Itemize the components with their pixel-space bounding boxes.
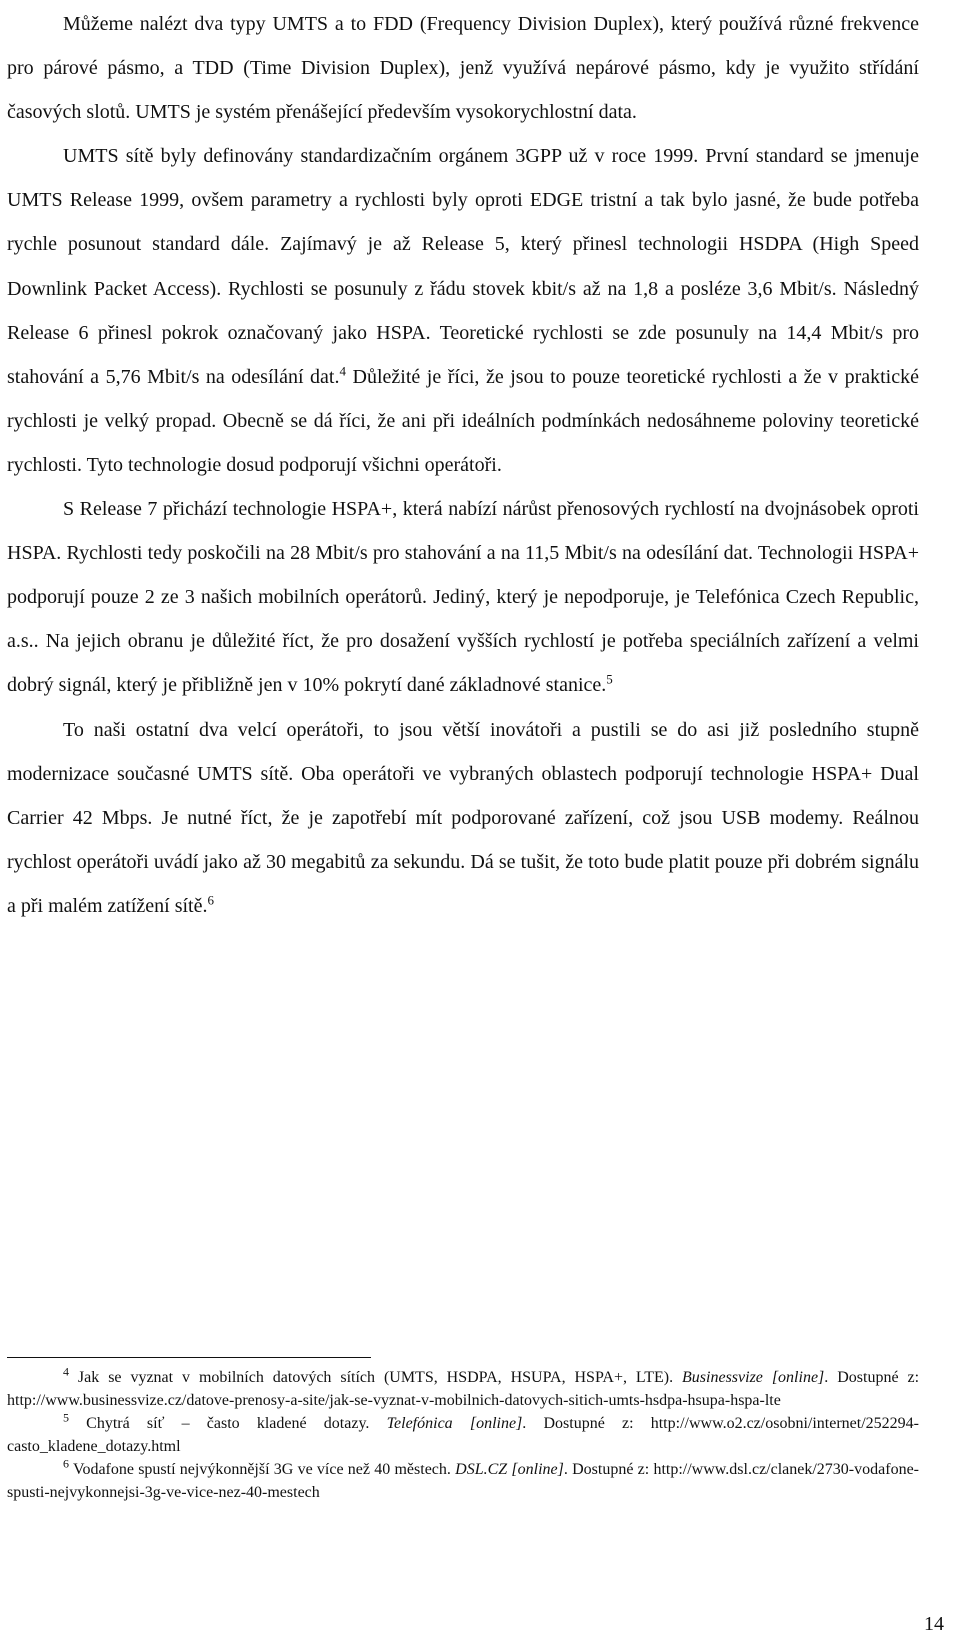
source-title: DSL.CZ [online] [455,1461,564,1478]
text-run: . Dostupné z: http://www.businessvize.cz/datove-prenosy-a-site/jak-se-vyznat-v-mobilnich-datovych-sitich-umts-hsdpa-hsupa-hspa-lte [7,1369,920,1409]
text-run: Vodafone spustí nejvýkonnější 3G ve více než 40 městech. [69,1461,456,1478]
source-title: Telefónica [online] [386,1415,523,1432]
text-run: UMTS sítě byly definovány standardizačním orgánem 3GPP už v roce 1999. První standard se jmenuje UMTS Release 1999, ovšem parametry a rychlosti byly oproti EDGE tristní a tak bylo jasné, že bude potřeba rychle posunout standard dále. Zajímavý je až Release 5, který přinesl technologii HSDPA (High Speed Downlink Packet Access). Rychlosti se posunuly z řádu stovek kbit/s až na 1,8 a posléze 3,6 Mbit/s. Následný Release 6 přinesl pokrok označovaný jako HSPA. Teoretické rychlosti se zde posunuly na 14,4 Mbit/s pro stahování a 5,76 Mbit/s na odesílání dat. [7,145,919,388]
paragraph [7,134,919,487]
text-run: S Release 7 přichází technologie HSPA+, která nabízí nárůst přenosových rychlostí na dvojnásobek oproti HSPA. Rychlosti tedy poskočili na 28 Mbit/s pro stahování a na 11,5 Mbit/s na odesílání dat. Technologii HSPA+ podporují pouze 2 ze 3 našich mobilních operátorů. Jediný, který je nepodporuje, je Telefónica Czech Republic, a.s.. Na jejich obranu je důležité říct, že pro dosažení vyšších rychlostí je potřeba speciálních zařízení a velmi dobrý signál, který je přibližně jen v 10% pokrytí dané základnové stanice. [7,498,919,697]
paragraph [7,2,919,134]
footnote [7,1412,919,1458]
footnotes [7,1366,919,1504]
footnote-reference: 6 [63,1456,69,1471]
body-text [7,2,919,928]
text-run: Jak se vyznat v mobilních datových sítích (UMTS, HSDPA, HSUPA, HSPA+, LTE). [69,1369,683,1386]
footnote-reference: 4 [339,363,346,379]
text-run: Můžeme nalézt dva typy UMTS a to FDD (Frequency Division Duplex), který používá různé frekvence pro párové pásmo, a TDD (Time Division Duplex), jenž využívá nepárové pásmo, kdy je využito střídání časových slotů. UMTS je systém přenášející především vysokorychlostní data. [7,13,919,124]
text-run: . Dostupné z: http://www.dsl.cz/clanek/2730-vodafone-spusti-nejvykonnejsi-3g-ve-vice-nez-40-mestech [7,1461,919,1501]
footnote-reference: 6 [207,892,214,908]
footnote-reference: 4 [63,1364,69,1379]
text-run: Důležité je říci, že jsou to pouze teoretické rychlosti a že v praktické rychlosti je velký propad. Obecně se dá říci, že ani při ideálních podmínkách nedosáhneme poloviny teoretické rychlosti. Tyto technologie dosud podporují všichni operátoři. [7,365,919,476]
footnote-reference: 5 [63,1410,69,1425]
source-title: Businessvize [online] [682,1369,825,1386]
footnote [7,1458,919,1504]
paragraph [7,487,919,707]
page-number: 14 [924,1613,944,1635]
text-run: To naši ostatní dva velcí operátoři, to jsou větší inovátoři a pustili se do asi již posledního stupně modernizace současné UMTS sítě. Oba operátoři ve vybraných oblastech podporují technologie HSPA+ Dual Carrier 42 Mbps. Je nutné říct, že je zapotřebí mít podporované zařízení, což jsou USB modemy. Reálnou rychlost operátoři uvádí jako až 30 megabitů za sekundu. Dá se tušit, že toto bude platit pouze při dobrém signálu a při malém zatížení sítě. [7,718,919,917]
footnote-reference: 5 [606,671,613,687]
paragraph [7,708,919,928]
footnote-separator [7,1357,371,1358]
text-run: . Dostupné z: http://www.o2.cz/osobni/internet/252294-casto_kladene_dotazy.html [7,1415,919,1455]
text-run: Chytrá síť – často kladené dotazy. [69,1415,387,1432]
footnote [7,1366,919,1412]
